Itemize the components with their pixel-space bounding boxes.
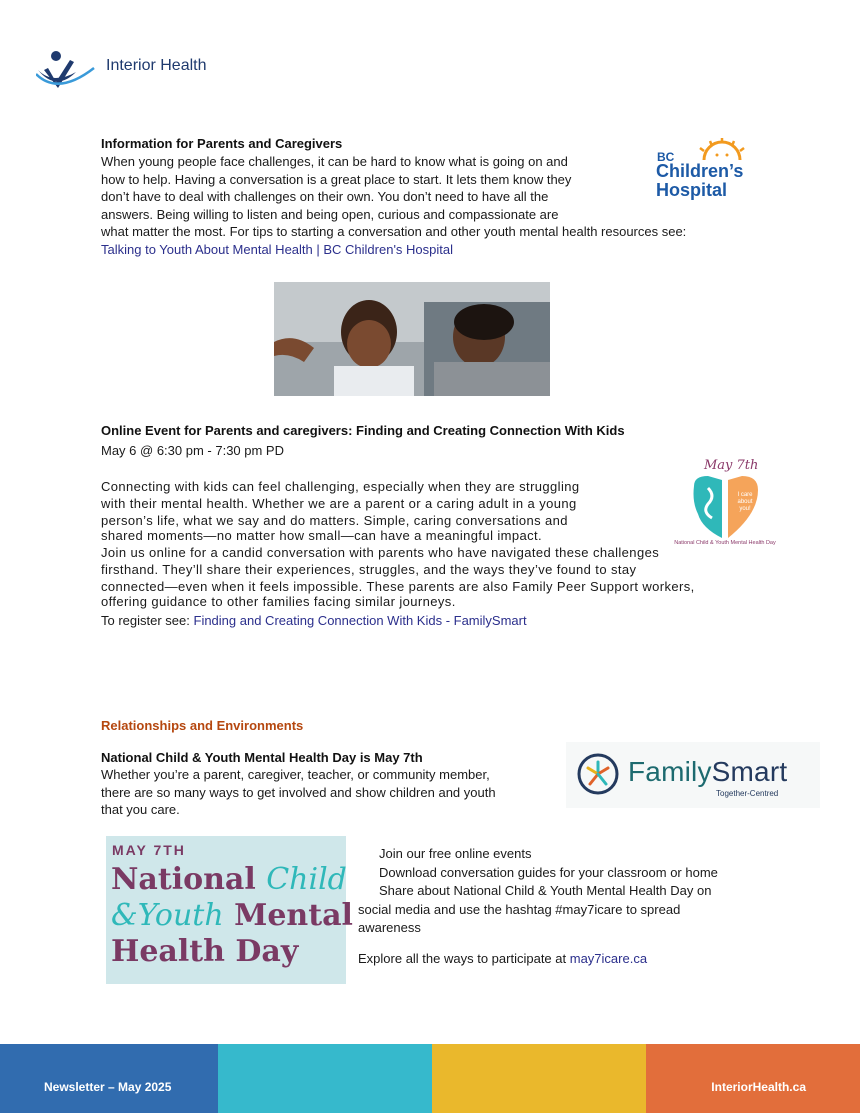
footer-website: InteriorHealth.ca bbox=[711, 1080, 806, 1094]
banner-mental: Mental bbox=[223, 898, 353, 933]
body-line: answers. Being willing to listen and being open, curious and compassionate are bbox=[101, 206, 559, 222]
body-line: that you care. bbox=[101, 802, 180, 817]
list-item: Join our free online events bbox=[379, 846, 532, 861]
section-heading: Information for Parents and Caregivers bbox=[101, 136, 343, 151]
logo-bc: BC bbox=[657, 150, 675, 164]
body-line: Join us online for a candid conversation with parents who have navigated these challenges bbox=[101, 544, 660, 560]
body-line: offering guidance to other families facing similar journeys. bbox=[101, 593, 456, 609]
interior-health-logo bbox=[36, 48, 236, 92]
sun-icon bbox=[692, 136, 752, 164]
logo-children: Children’s bbox=[656, 161, 744, 181]
body-line: how to help. Having a conversation is a great place to start. It lets them know they bbox=[101, 171, 572, 187]
body-line: firsthand. They’ll share their experiences, struggles, and the ways they’ve found to stay bbox=[101, 562, 637, 577]
list-item-continued: social media and use the hashtag #may7icare to spread bbox=[358, 901, 681, 917]
interior-health-mark-icon bbox=[36, 48, 98, 92]
body-line: Connecting with kids can feel challenging, especially when they are struggling bbox=[101, 478, 580, 494]
footer-strip bbox=[218, 1044, 432, 1113]
explore-prefix: Explore all the ways to participate at bbox=[358, 950, 570, 966]
may7-label: May 7th bbox=[704, 458, 759, 473]
banner-youth: &Youth bbox=[111, 898, 224, 933]
familysmart-event-link[interactable]: Finding and Creating Connection With Kids - FamilySmart bbox=[193, 612, 527, 628]
body-line: When young people face challenges, it can be hard to know what is going on and bbox=[101, 154, 568, 169]
bc-childrens-logo bbox=[652, 136, 762, 216]
body-line: shared moments—no matter how small—can have a meaningful impact. bbox=[101, 527, 543, 543]
body-line: don’t have to deal with challenges on their own. You don’t need to have all the bbox=[101, 189, 549, 204]
register-prefix: To register see: bbox=[101, 612, 194, 628]
banner-date: MAY 7TH bbox=[112, 842, 186, 858]
may7-banner bbox=[106, 836, 353, 984]
may7-icare-logo bbox=[672, 458, 778, 550]
footer-strip bbox=[432, 1044, 646, 1113]
banner-national: National bbox=[111, 862, 267, 897]
banner-health-day: Health Day bbox=[111, 934, 299, 969]
footer-strip bbox=[0, 1044, 218, 1113]
body-line: person’s life, what we say and do matters. Simple, caring conversations and bbox=[101, 512, 568, 528]
familysmart-logo bbox=[566, 742, 820, 808]
familysmart-family: Family bbox=[628, 756, 712, 787]
list-item: Share about National Child & Youth Mental Health Day on bbox=[379, 883, 712, 898]
familysmart-smart: Smart bbox=[711, 756, 788, 787]
newsletter-date: Newsletter – May 2025 bbox=[44, 1080, 172, 1094]
logo-hospital: Hospital bbox=[656, 180, 728, 200]
may7icare-link[interactable]: may7icare.ca bbox=[569, 950, 648, 966]
event-date: May 6 @ 6:30 pm - 7:30 pm PD bbox=[101, 443, 284, 458]
footer-banner bbox=[0, 1044, 860, 1113]
ring-label: National Child & Youth Mental Health Day bbox=[674, 540, 776, 546]
parent-youth-photo bbox=[274, 282, 550, 396]
body-line: there are so many ways to get involved and show children and youth bbox=[101, 784, 496, 800]
footer-strip bbox=[646, 1044, 860, 1113]
familysmart-tagline: Together-Centred bbox=[716, 789, 779, 798]
body-line: Whether you’re a parent, caregiver, teacher, or community member, bbox=[101, 767, 490, 782]
relationships-section bbox=[101, 718, 561, 819]
list-item-continued: awareness bbox=[358, 920, 421, 935]
body-line: with their mental health. Whether we are a parent or a caring adult in a young bbox=[101, 496, 577, 511]
participation-list bbox=[358, 845, 778, 967]
list-item: Download conversation guides for your classroom or home bbox=[379, 864, 718, 880]
banner-child: Child bbox=[266, 862, 347, 897]
bc-childrens-link[interactable]: Talking to Youth About Mental Health | BC Children's Hospital bbox=[101, 241, 454, 257]
section-heading: Online Event for Parents and caregivers: Finding and Creating Connection With Kids bbox=[101, 423, 625, 438]
body-line: connected—even when it feels impossible. These parents are also Family Peer Support workers, bbox=[101, 578, 695, 594]
body-line: what matter the most. For tips to starting a conversation and other youth mental health resources see: bbox=[101, 224, 687, 239]
section-heading: National Child & Youth Mental Health Day is May 7th bbox=[101, 750, 423, 765]
org-name: Interior Health bbox=[106, 57, 207, 74]
category-heading: Relationships and Environments bbox=[101, 718, 304, 733]
familysmart-mark-icon bbox=[576, 752, 620, 796]
icare-label: I care about you! bbox=[737, 492, 753, 512]
